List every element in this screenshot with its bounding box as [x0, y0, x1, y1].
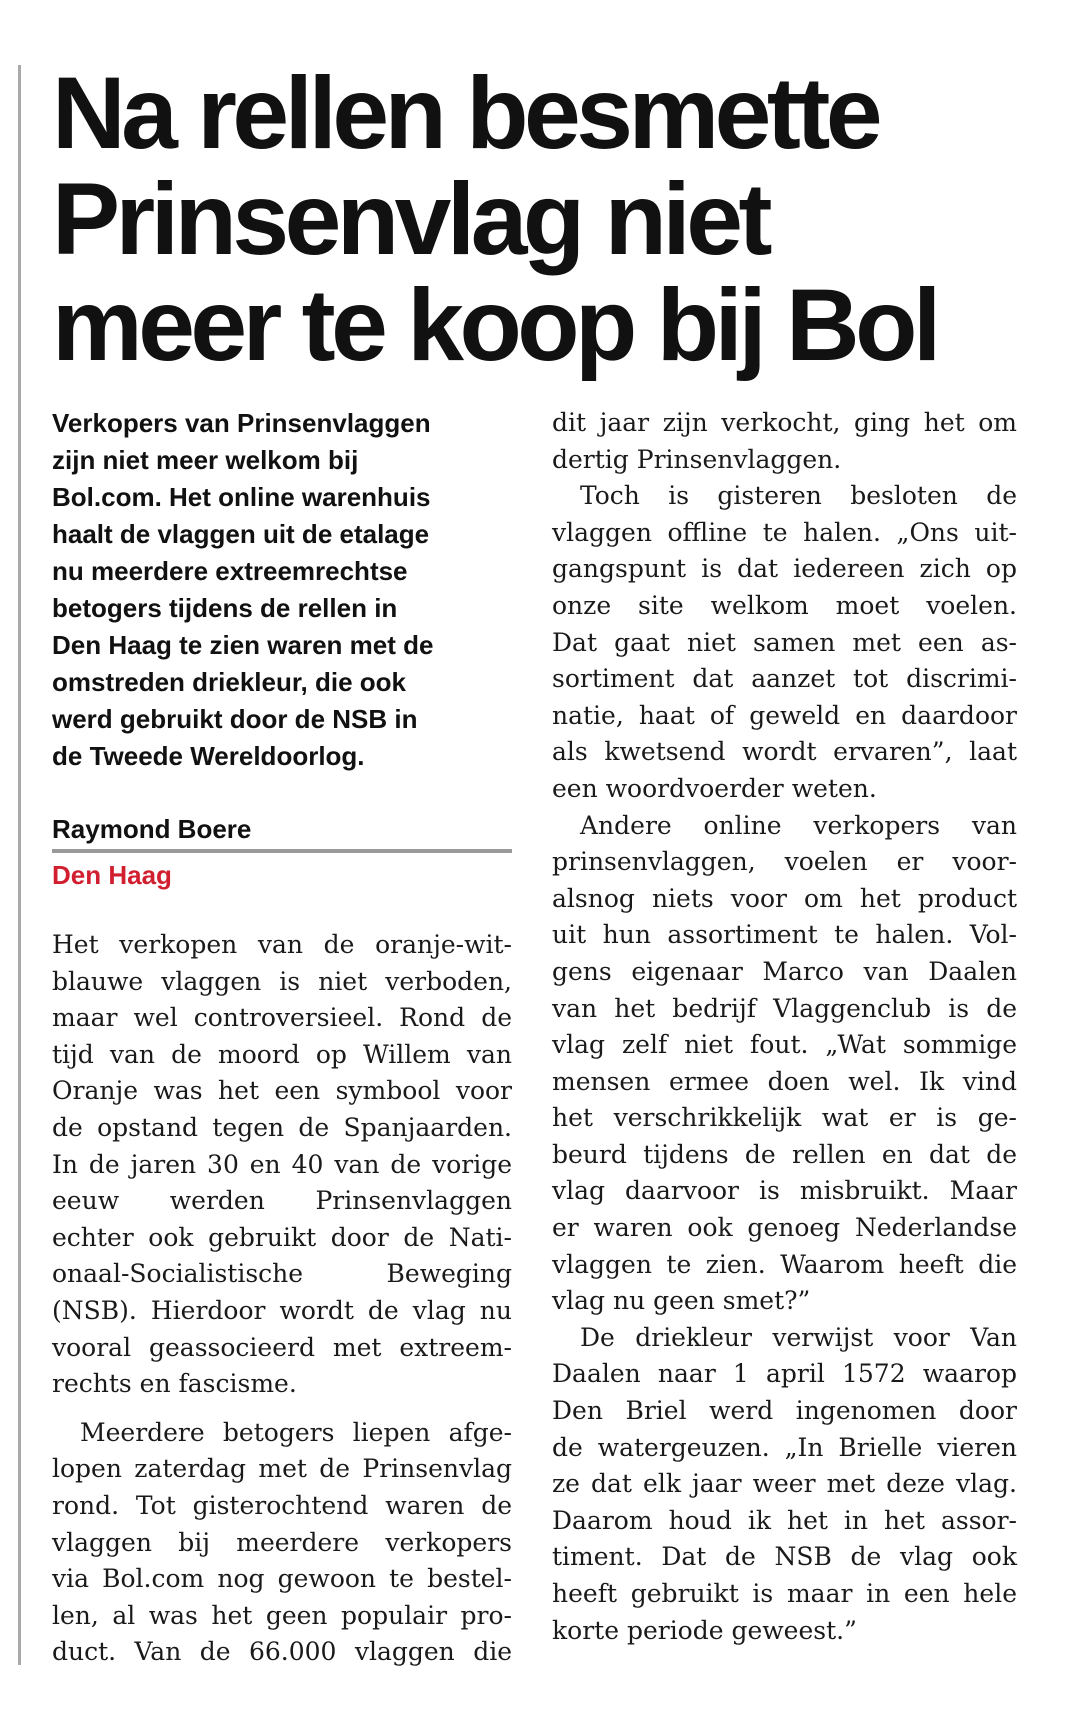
- body-line: van het bedrijf Vlaggenclub is de: [552, 993, 1017, 1023]
- body-line: duct. Van de 66.000 vlaggen die: [52, 1637, 512, 1667]
- body-line: Dat gaat niet samen met een as-: [552, 627, 1017, 657]
- body-line: blauwe vlaggen is niet verboden,: [52, 966, 512, 996]
- body-line: ze dat elk jaar weer met deze vlag.: [552, 1469, 1017, 1499]
- body-line: maar wel controversieel. Rond de: [52, 1003, 512, 1033]
- lead-line: Bol.com. Het online warenhuis: [52, 482, 431, 512]
- body-line: dertig Prinsenvlaggen.: [552, 444, 842, 474]
- body-line: gens eigenaar Marco van Daalen: [552, 956, 1017, 986]
- body-line: len, al was het geen populair pro-: [52, 1600, 512, 1630]
- body-line: echter ook gebruikt door de Nati-: [52, 1222, 512, 1252]
- lead-line: werd gebruikt door de NSB in: [52, 704, 418, 734]
- body-line: als kwetsend wordt ervaren”, laat: [552, 737, 1017, 767]
- body-line: beurd tijdens de rellen en dat de: [552, 1139, 1017, 1169]
- left-column: [52, 405, 512, 1671]
- body-line: de opstand tegen de Spanjaarden.: [52, 1112, 512, 1142]
- headline-line: Prinsenvlag niet: [52, 162, 768, 276]
- body-line: gangspunt is dat iedereen zich op: [552, 554, 1017, 584]
- body-line: vlaggen bij meerdere verkopers: [52, 1527, 512, 1557]
- headline: [52, 56, 1052, 382]
- body-line: onaal-Socialistische Beweging: [52, 1259, 512, 1289]
- body-line: vlaggen offline te halen. „Ons uit-: [552, 517, 1017, 547]
- body-line: vlag zelf niet fout. „Wat sommige: [552, 1030, 1017, 1060]
- body-line: Den Briel werd ingenomen door: [552, 1396, 1017, 1426]
- body-line: Toch is gisteren besloten de: [580, 481, 1017, 511]
- body-line: de watergeuzen. „In Brielle vieren: [552, 1432, 1017, 1462]
- lead-line: Verkopers van Prinsenvlaggen: [52, 408, 431, 438]
- column-rule: [18, 65, 21, 1665]
- body-line: er waren ook genoeg Nederlandse: [552, 1213, 1017, 1243]
- lead-paragraph: [52, 405, 512, 775]
- body-line: alsnog niets voor om het product: [552, 883, 1017, 913]
- headline-line: Na rellen besmette: [52, 56, 879, 170]
- body-line: eeuw werden Prinsenvlaggen: [52, 1186, 512, 1216]
- body-line: sortiment dat aanzet tot discrimi-: [552, 664, 1017, 694]
- author-name: Raymond Boere: [52, 814, 252, 844]
- body-line: Oranje was het een symbool voor: [52, 1076, 512, 1106]
- body-line: Daarom houd ik het in het assor-: [552, 1505, 1017, 1535]
- body-line: rechts en fascisme.: [52, 1369, 297, 1399]
- body-line: (NSB). Hierdoor wordt de vlag nu: [52, 1295, 512, 1325]
- body-line: vlag daarvoor is misbruikt. Maar: [552, 1176, 1017, 1206]
- body-line: korte periode geweest.”: [552, 1615, 857, 1645]
- body-line: uit hun assortiment te halen. Vol-: [552, 920, 1017, 950]
- byline: [52, 811, 512, 893]
- body-line: een woordvoerder weten.: [552, 773, 877, 803]
- body-line: Het verkopen van de oranje-wit-: [52, 930, 512, 959]
- lead-line: betogers tijdens de rellen in: [52, 593, 398, 623]
- body-line: De driekleur verwijst voor Van: [580, 1322, 1017, 1352]
- lead-line: omstreden driekleur, die ook: [52, 667, 406, 697]
- body-line: natie, haat of geweld en daardoor: [552, 700, 1017, 730]
- lead-line: de Tweede Wereldoorlog.: [52, 741, 365, 771]
- body-line: In de jaren 30 en 40 van de vorige: [52, 1149, 512, 1179]
- body-line: tijd van de moord op Willem van: [52, 1039, 512, 1069]
- body-line: via Bol.com nog gewoon te bestel-: [52, 1564, 512, 1594]
- body-line: Daalen naar 1 april 1572 waarop: [552, 1359, 1017, 1389]
- body-line: Andere online verkopers van: [580, 810, 1017, 840]
- body-line: onze site welkom moet voelen.: [552, 590, 1017, 620]
- body-line: het verschrikkelijk wat er is ge-: [552, 1103, 1017, 1133]
- body-line: dit jaar zijn verkocht, ging het om: [552, 408, 1017, 437]
- body-paragraph: [52, 1415, 512, 1671]
- body-line: vlag nu geen smet?”: [552, 1286, 811, 1316]
- body-paragraph: [552, 1320, 1017, 1649]
- byline-divider: [52, 849, 512, 853]
- body-line: prinsenvlaggen, voelen er voor-: [552, 847, 1017, 877]
- body-line: mensen ermee doen wel. Ik vind: [552, 1066, 1017, 1096]
- lead-line: nu meerdere extreemrechtse: [52, 556, 408, 586]
- lead-line: Den Haag te zien waren met de: [52, 630, 434, 660]
- lead-line: zijn niet meer welkom bij: [52, 445, 359, 475]
- lead-line: haalt de vlaggen uit de etalage: [52, 519, 430, 549]
- body-paragraph: [552, 478, 1017, 807]
- body-line: rond. Tot gisterochtend waren de: [52, 1490, 512, 1520]
- body-line: heeft gebruikt is maar in een hele: [552, 1579, 1017, 1608]
- body-paragraph: [52, 927, 512, 1403]
- headline-line: meer te koop bij Bol: [52, 268, 937, 382]
- body-line: timent. Dat de NSB de vlag ook: [552, 1542, 1017, 1572]
- body-line: Meerdere betogers liepen afge-: [80, 1417, 512, 1447]
- body-line: vooral geassocieerd met extreem-: [52, 1332, 512, 1362]
- body-line: lopen zaterdag met de Prinsenvlag: [52, 1454, 512, 1484]
- right-column: [552, 405, 1017, 1649]
- dateline-location: Den Haag: [52, 860, 172, 890]
- body-paragraph: [552, 808, 1017, 1320]
- body-line: vlaggen te zien. Waarom heeft die: [552, 1249, 1017, 1279]
- body-paragraph: [552, 405, 1017, 478]
